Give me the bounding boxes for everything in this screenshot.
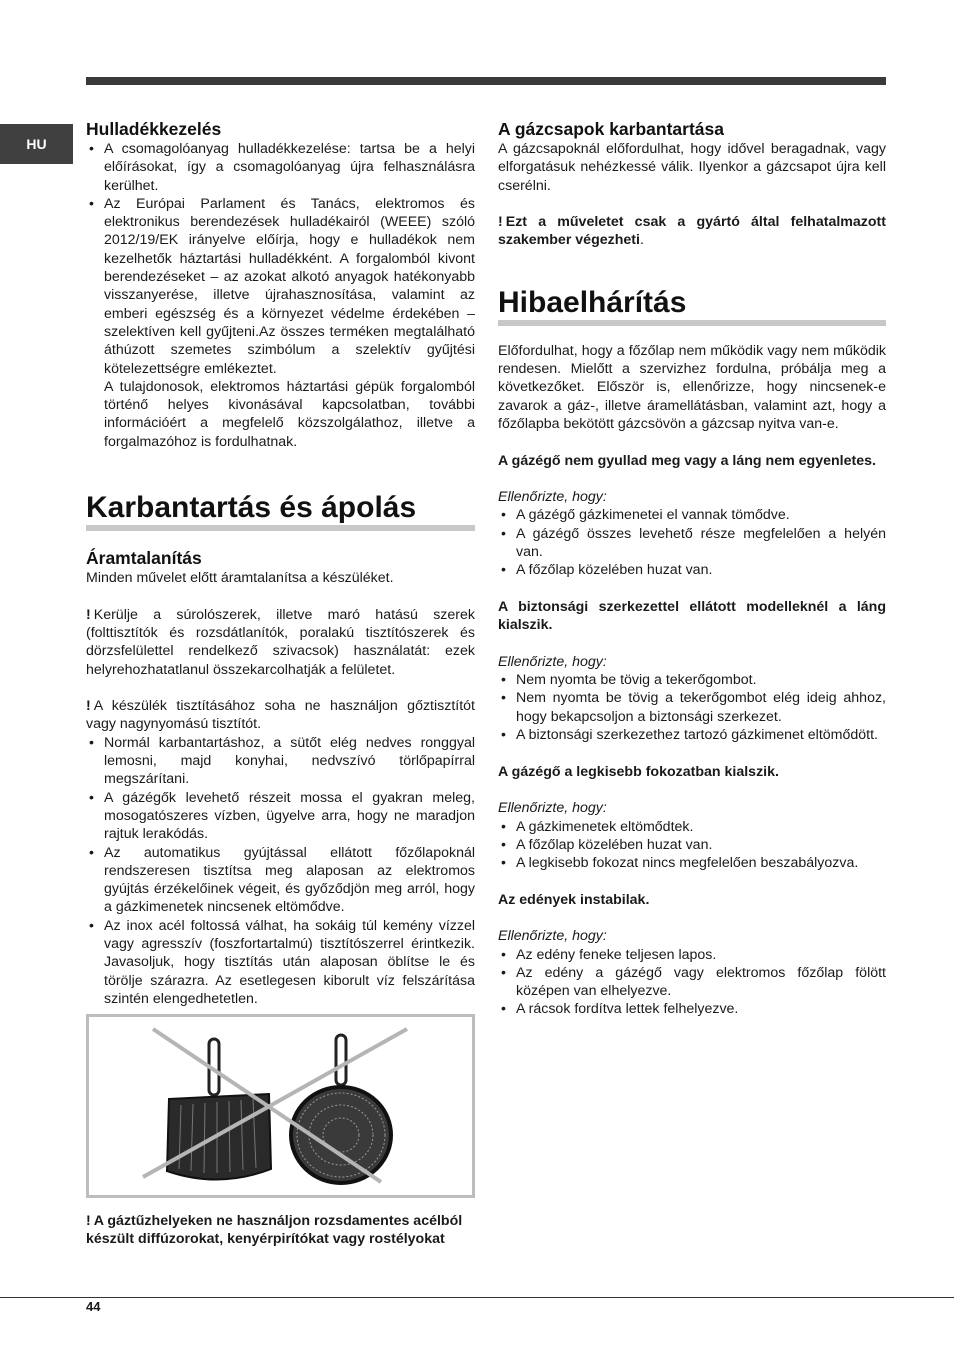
waste-list: [86, 140, 475, 378]
page-number: 44: [86, 1299, 101, 1314]
warning-mark: !: [498, 214, 503, 231]
prohibited-accessories-figure: [86, 1014, 475, 1198]
list-item: • A gázégő összes levehető része megfelelően a helyén van.: [498, 525, 886, 562]
list-item: • A főzőlap közelében huzat van.: [498, 836, 886, 854]
check-list: [498, 671, 886, 744]
list-item: • A gázkimenetek eltömődtek.: [498, 818, 886, 836]
list-item: • Nem nyomta be tövig a tekerőgombot.: [498, 671, 886, 689]
power-off-text: Minden művelet előtt áramtalanítsa a készüléket.: [86, 570, 394, 587]
troubleshooting-title: Hibaelhárítás: [498, 286, 886, 326]
list-item: • A főzőlap közelében huzat van.: [498, 561, 886, 579]
list-item: • Az inox acél foltossá válhat, ha sokáig túl kemény vízzel vagy agresszív (foszfortartalmú) tisztítószerrel érintkezik. Javasoljuk, hogy tisztítás után alaposan öblítse le és törölje szárazra. Az esetlegesen kiborult víz felszárítása szintén elengedhetetlen.: [86, 917, 475, 1008]
abrasive-warning: ! Kerülje a súrolószerek, illetve maró hatású szerek (folttisztítók és rozsdátlanítók, poralakú tisztítószerek és dörzsfelülettel rendelkező szivacsok) használatát: ezek helyrehozhatatlanul összekarcolhatják a felületet.: [86, 606, 475, 678]
list-item: • A gázégők levehető részeit mossa el gyakran meleg, mosogatószeres vízben, ügyelve arra, hogy ne maradjon rajtuk lerakódás.: [86, 789, 475, 844]
check-label: Ellenőrizte, hogy:: [498, 800, 607, 817]
list-item: • A gázégő gázkimenetei el vannak tömődve.: [498, 506, 886, 524]
maintenance-title: Karbantartás és ápolás: [86, 491, 475, 531]
waste-heading: Hulladékkezelés: [86, 119, 222, 139]
right-column: [498, 118, 886, 1019]
check-list: [498, 506, 886, 579]
gas-tap-warning: ! Ezt a műveletet csak a gyártó által felhatalmazott szakember végezheti.: [498, 214, 886, 249]
list-item: • Az edény feneke teljesen lapos.: [498, 946, 886, 964]
top-rule: [86, 77, 886, 85]
list-item: • A csomagolóanyag hulladékkezelése: tartsa be a helyi előírásokat, így a csomagolóanyag újra felhasználásra kerülhet.: [86, 140, 475, 195]
list-item: • Az Európai Parlament és Tanács, elektromos és elektronikus berendezések hulladékairól (WEEE) szóló 2012/19/EK irányelve előírja, hogy e hulladékok nem kezelhetők háztartási hulladékként. A forgalomból kivont berendezéseket – az azokat alkotó anyagok hatékonyabb visszanyerése, illetve újrahasznosítása, valamint az emberi egészség és a környezet védelme érdekében – szelektíven kell gyűjteni.Az összes terméken megtalálható áthúzott szemetes szimbólum a szelektív gyűjtési kötelezettségre emlékeztet.: [86, 195, 475, 378]
check-label: Ellenőrizte, hogy:: [498, 489, 607, 506]
gas-tap-heading: A gázcsapok karbantartása: [498, 119, 724, 139]
problem-heading: A gázégő a legkisebb fokozatban kialszik.: [498, 763, 779, 780]
language-tab: HU: [0, 124, 73, 164]
check-label: Ellenőrizte, hogy:: [498, 928, 607, 945]
maintenance-list: [86, 734, 475, 1008]
gas-tap-text: A gázcsapoknál előfordulhat, hogy idővel beragadnak, vagy elforgatásuk nehézkessé válik. Ilyenkor a gázcsapot újra kell cserélni.: [498, 141, 886, 194]
warning-mark: !: [86, 1213, 91, 1230]
power-off-heading: Áramtalanítás: [86, 548, 202, 569]
list-item: • Nem nyomta be tövig a tekerőgombot elég ideig ahhoz, hogy bekapcsoljon a biztonsági szerkezet.: [498, 689, 886, 726]
left-column: [86, 118, 475, 1249]
crossed-out-grills-icon: [89, 1017, 472, 1195]
check-label: Ellenőrizte, hogy:: [498, 653, 607, 670]
warning-mark: !: [86, 698, 91, 715]
list-item: • Az automatikus gyújtással ellátott főzőlapoknál rendszeresen tisztítsa meg alaposan az elektromos gyújtás érzékelőinek végeit, és győződjön meg arról, hogy a gázkimenetek nincsenek eltömődve.: [86, 844, 475, 917]
warning-mark: !: [86, 606, 91, 623]
final-warning: ! A gáztűzhelyeken ne használjon rozsdamentes acélból készült diffúzorokat, kenyérpirítókat vagy rostélyokat: [86, 1213, 463, 1248]
steam-cleaner-warning: ! A készülék tisztításához soha ne használjon gőztisztítót vagy nagynyomású tisztítót.: [86, 698, 475, 733]
check-list: [498, 946, 886, 1019]
troubleshooting-intro: Előfordulhat, hogy a főzőlap nem működik vagy nem működik rendesen. Mielőtt a szervizhez fordulna, próbálja meg a következőket. Először is, ellenőrizze, hogy nincsenek-e zavarok a gáz-, illetve áramellátásban, valamint azt, hogy a főzőlapba bekötött gázcsövön a gázcsap nyitva van-e.: [498, 342, 886, 432]
footer-rule: [0, 1297, 954, 1298]
problem-heading: A biztonsági szerkezettel ellátott modelleknél a láng kialszik.: [498, 598, 886, 634]
waste-extra-text: A tulajdonosok, elektromos háztartási gépük forgalomból történő helyes kivonásával kapcsolatban, további információért a megfelelő közszolgálathoz, illetve a forgalmazóhoz is fordulhatnak.: [104, 378, 475, 450]
list-item: • A legkisebb fokozat nincs megfelelően beszabályozva.: [498, 854, 886, 872]
list-item: • A rácsok fordítva lettek felhelyezve.: [498, 1000, 886, 1018]
check-list: [498, 818, 886, 873]
list-item: • Normál karbantartáshoz, a sütőt elég nedves ronggyal lemosni, majd konyhai, nedvszívó törlőpapírral megszárítani.: [86, 734, 475, 789]
problem-heading: A gázégő nem gyullad meg vagy a láng nem egyenletes.: [498, 452, 876, 469]
problem-heading: Az edények instabilak.: [498, 891, 650, 908]
list-item: • Az edény a gázégő vagy elektromos főzőlap fölött középen van elhelyezve.: [498, 964, 886, 1001]
list-item: • A biztonsági szerkezethez tartozó gázkimenet eltömődött.: [498, 726, 886, 744]
